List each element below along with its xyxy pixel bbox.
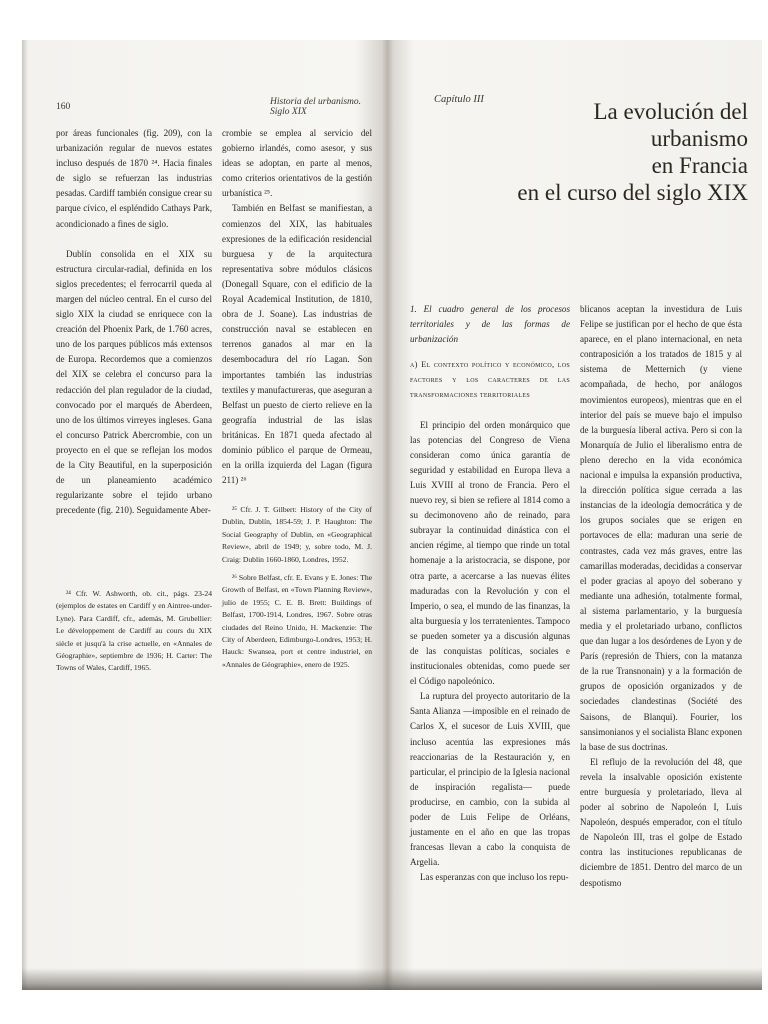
- paragraph: El principio del orden monárquico que las potencias del Congreso de Viena consideran como única garantía de seguridad y estabilidad en Europa lleva a Luis XVIII al trono de Francia. Pero el nuevo rey, si bien se refiere al 1814 como a su decimonoveno año de reinado, para subrayar la continuidad dinástica con el ancien régime, al tiempo que rinde un total homenaje a la aristocracia, se dispone, por otra parte, a acercarse a las nuevas élites maduradas con la Revolución y con el Imperio, o sea, el mundo de las finanzas, la alta burguesía y los terratenientes. Tampoco se pueden someter ya a discusión algunas de las conquistas políticas, sociales e institucionales obtenidas, como puede ser el Código napoleónico.: [410, 419, 570, 687]
- paragraph: El reflujo de la revolución del 48, que revela la insalvable oposición existente entre burguesía y proletariado, lleva al poder al sobrino de Napoleón I, Luis Napoleón, después emperador, con el título de Napoleón III, tras el golpe de Estado contra las instituciones republicanas de diciembre de 1851. Dentro del marco de un despotismo: [580, 756, 742, 888]
- footnote: ²⁵ Cfr. J. T. Gilbert: History of the City of Dublin, Dublín, 1854-59; J. P. Haughton: The Social Geography of Dublin, en «Geographical Review», abril de 1949; y, sobre todo, M. J. Craig: Dublin 1660-1860, Londres, 1952.: [222, 505, 372, 564]
- book-bottom-edge: [22, 968, 762, 990]
- left-column-1-footnotes: [56, 588, 212, 681]
- subsection-heading: a) El contexto político y económico, los factores y los caracteres de las transformaciones territoriales: [410, 360, 570, 400]
- left-column-2-footnotes: [222, 504, 372, 677]
- paragraph: por áreas funcionales (fig. 209), con la urbanización regular de nuevos estates incluso después de 1870 ²⁴. Hacia finales de siglo se refuerzan las industrias pesadas. Cardiff también consigue crear su parque cívico, el espléndido Cathays Park, acondicionado a fines de siglo.: [56, 128, 212, 229]
- page-number: 160: [56, 102, 71, 112]
- chapter-title: [498, 98, 748, 206]
- scanned-book-spread: [22, 40, 762, 990]
- footnote: ²⁶ Sobre Belfast, cfr. E. Evans y E. Jones: The Growth of Belfast, en «Town Planning Review», julio de 1955; C. E. B. Brett: Buildings of Belfast, 1700-1914, Londres, 1967. Sobre otras ciudades del Reino Unido, H. Mackenzie: The City of Aberdeen, Edimburgo-Londres, 1953; H. Hauck: Swansea, port et centre industriel, en «Annales de Géographie», enero de 1925.: [222, 573, 372, 669]
- chapter-title-line: en el curso del siglo XIX: [517, 180, 748, 205]
- right-column-1: [410, 302, 570, 885]
- paragraph: crombie se emplea al servicio del gobierno irlandés, como asesor, y sus ideas se adoptan, en parte al menos, como criterios orientativos de la gestión urbanística ²⁵.: [222, 128, 372, 199]
- chapter-label: Capítulo III: [434, 94, 484, 105]
- right-page: [394, 40, 762, 975]
- footnote: ²⁴ Cfr. W. Ashworth, ob. cit., págs. 23-24 (ejemplos de estates en Cardiff y en Aintree-under-Lyne). Para Cardiff, cfr., además, M. Grubellier: Le développement de Cardiff au cours du XIX siècle et jusqu'à la crise actuelle, en «Annales de Géographie», septiembre de 1936; H. Carter: The Towns of Wales, Cardiff, 1965.: [56, 589, 212, 673]
- section-heading: 1. El cuadro general de los procesos territoriales y de las formas de urbanización: [410, 304, 570, 345]
- left-column-2: [222, 126, 372, 488]
- left-column-1: [56, 126, 212, 518]
- paragraph: Las esperanzas con que incluso los repu-: [420, 872, 569, 883]
- paragraph: La ruptura del proyecto autoritario de la Santa Alianza —imposible en el reinado de Carlos X, el sucesor de Luis XVIII, que incluso acentúa las expresiones más reaccionarias de la Restauración y, en particular, el principio de la Iglesia nacional de inspiración regalista— puede producirse, en cambio, con la subida al poder de Luis Felipe de Orléans, justamente en el año en que las tropas francesas llevan a cabo la conquista de Argelia.: [410, 691, 570, 868]
- right-column-2: [580, 302, 742, 891]
- chapter-title-line: La evolución del urbanismo: [593, 99, 748, 151]
- left-page: [22, 40, 382, 975]
- chapter-title-line: en Francia: [651, 153, 748, 178]
- paragraph: Dublín consolida en el XIX su estructura circular-radial, definida en los siglos precedentes; el ferrocarril queda al margen del núcleo central. En el curso del siglo XIX la ciudad se enriquece con la creación del Phoenix Park, de 1.760 acres, uno de los parques públicos más extensos de Europa. Recordemos que a comienzos del XIX se celebra el concurso para la redacción del plan regulador de la ciudad, convocado por el marqués de Aberdeen, uno de los últimos virreyes ingleses. Gana el concurso Patrick Abercrombie, con un proyecto en el que se reflejan los modos de la City Beautiful, en la superposición de un planeamiento académico regularizante sobre el tejido urbano precedente (fig. 210). Seguidamente Aber-: [56, 248, 212, 516]
- paragraph: blicanos aceptan la investidura de Luis Felipe se justifican por el hecho de que ésta aparece, en el plano internacional, en neta contraposición a los tratados de 1815 y al sistema de Metternich (y viene acompañada, de hecho, por análogos movimientos europeos), mientras que en el interior del país se mueve bajo el impulso de la burguesía liberal activa. Pero si con la Monarquía de Julio el liberalismo entra de pleno derecho en la vida económica nacional e impulsa la expansión productiva, la dirección política sigue cerrada a las instancias de la ideología democrática y de los grupos sociales que se erigen en portavoces de ella: maduran una serie de contrastes, cada vez más graves, entre las camarillas moderadas, decididas a conservar el poder gracias al apoyo del soberano y mediante una adhesión, totalmente formal, al sistema parlamentario, y la burguesía media y el proletariado urbano, conflictos que dan lugar a los desórdenes de Lyon y de París (represión de Thiers, con la matanza de la rue Transnonain) y a la formación de grupos de oposición organizados y de sociedades clandestinas (Société des Saisons, de Blanqui). Fourier, los sansimonianos y el socialista Blanc exponen la base de sus doctrinas.: [580, 304, 742, 752]
- running-head: Historia del urbanismo. Siglo XIX: [270, 97, 362, 117]
- paragraph: También en Belfast se manifiestan, a comienzos del XIX, las habituales expresiones de la edificación residencial burguesa y de la arquitectura representativa sobre módulos clásicos (Donegall Square, con el edificio de la Royal Academical Institution, de 1810, obra de J. Soane). Las industrias de construcción naval se establecen en terrenos ganados al mar en la desembocadura del río Lagan. Son importantes también las industrias textiles y manufactureras, que aseguran a Belfast un puesto de cierto relieve en la geografía industrial de las islas británicas. En 1871 queda afectado al dominio público el parque de Ormeau, en la orilla izquierda del Lagan (figura 211) ²⁶: [222, 203, 372, 486]
